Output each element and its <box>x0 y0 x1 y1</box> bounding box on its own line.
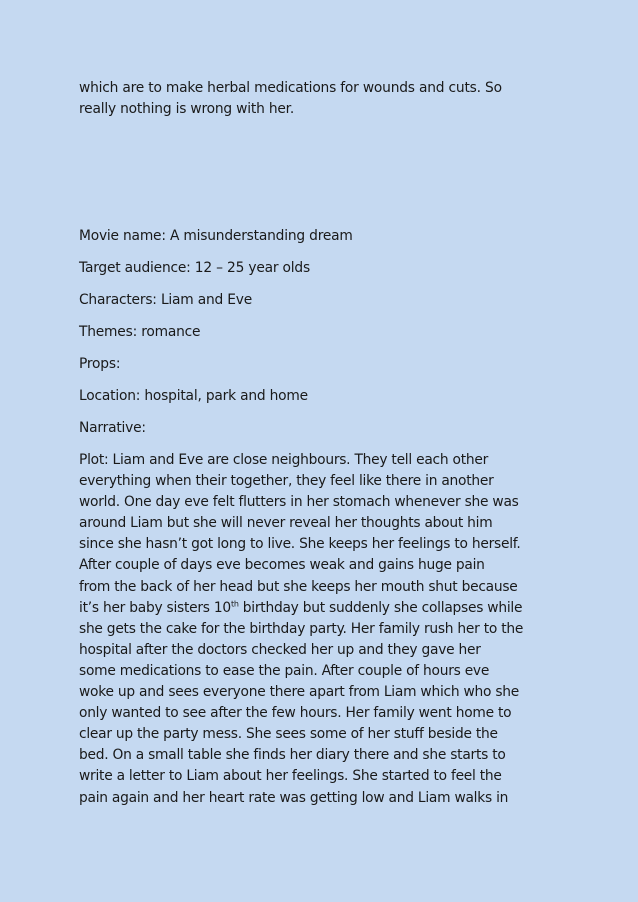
plot-line: After couple of days eve becomes weak and gains huge pain <box>79 557 485 574</box>
plot-line: write a letter to Liam about her feelings. She started to feel the <box>79 768 502 785</box>
plot-paragraph <box>79 450 569 809</box>
narrative-field: Narrative: <box>79 420 146 436</box>
plot-line: bed. On a small table she finds her diary there and she starts to <box>79 747 506 764</box>
intro-line: really nothing is wrong with her. <box>79 101 295 117</box>
plot-line: she gets the cake for the birthday party. Her family rush her to the <box>79 620 524 637</box>
characters-field: Characters: Liam and Eve <box>79 292 253 308</box>
plot-line: since she hasn’t got long to live. She keeps her feelings to herself. <box>79 536 521 553</box>
plot-line: woke up and sees everyone there apart from Liam which who she <box>79 684 520 701</box>
movie-name-field: Movie name: A misunderstanding dream <box>79 228 353 244</box>
plot-line: Plot: Liam and Eve are close neighbours. They tell each other <box>79 452 489 468</box>
plot-line-part: birthday but suddenly she collapses while <box>238 599 523 616</box>
plot-line: hospital after the doctors checked her up and they gave her <box>79 641 481 658</box>
location-field: Location: hospital, park and home <box>79 388 308 404</box>
intro-line: which are to make herbal medications for wounds and cuts. So <box>79 80 502 96</box>
target-audience-field: Target audience: 12 – 25 year olds <box>79 260 310 276</box>
plot-line: from the back of her head but she keeps her mouth shut because <box>79 578 518 595</box>
plot-line-part: it’s her baby sisters 10 <box>79 599 231 616</box>
intro-paragraph <box>79 78 569 120</box>
themes-field: Themes: romance <box>79 324 201 340</box>
props-field: Props: <box>79 356 121 372</box>
plot-line-with-superscript <box>79 598 569 619</box>
plot-line: clear up the party mess. She sees some of her stuff beside the <box>79 726 498 743</box>
plot-line: some medications to ease the pain. After couple of hours eve <box>79 662 490 679</box>
plot-line: everything when their together, they feel like there in another <box>79 473 494 490</box>
plot-line: pain again and her heart rate was getting low and Liam walks in <box>79 789 509 806</box>
ordinal-superscript: th <box>230 599 239 609</box>
plot-line: around Liam but she will never reveal her thoughts about him <box>79 515 493 532</box>
plot-line: only wanted to see after the few hours. Her family went home to <box>79 705 512 722</box>
plot-line: world. One day eve felt flutters in her stomach whenever she was <box>79 494 519 511</box>
